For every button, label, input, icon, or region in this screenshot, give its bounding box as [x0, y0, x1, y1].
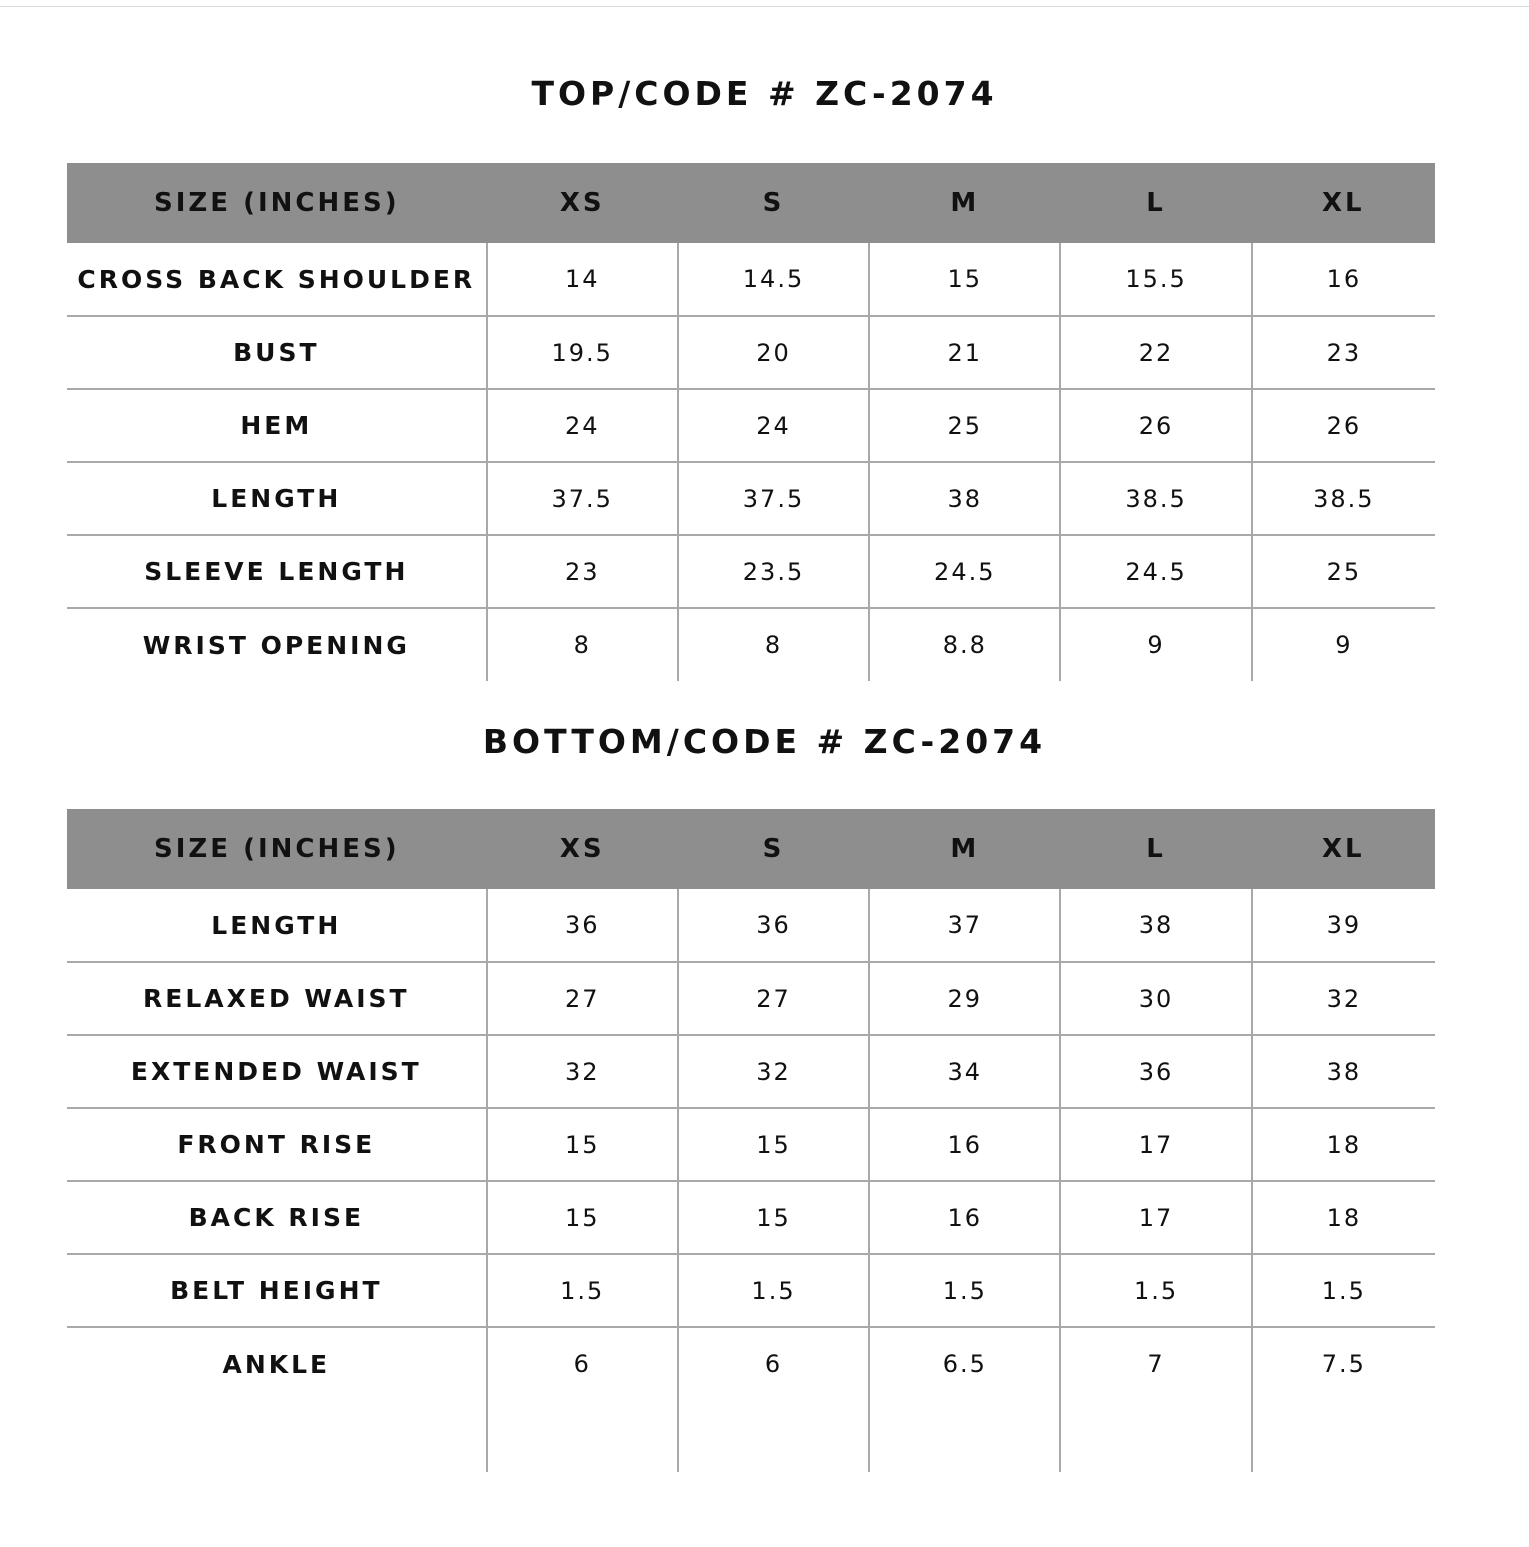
row-label: LENGTH: [211, 910, 342, 940]
cell-value: 26: [1252, 389, 1435, 462]
table-row: [67, 243, 1435, 316]
cell-value: 32: [487, 1035, 678, 1108]
cell-value: 15.5: [1060, 243, 1251, 316]
table-row: [67, 1327, 1435, 1400]
cell-value: 15: [487, 1181, 678, 1254]
cell-value: 23: [487, 535, 678, 608]
table-row: [67, 535, 1435, 608]
cell-value: 29: [869, 962, 1060, 1035]
header-s: S: [762, 188, 785, 218]
cell-value: 16: [1252, 243, 1435, 316]
header-xl: XL: [1322, 188, 1365, 218]
header-xl: XL: [1322, 834, 1365, 864]
row-label: HEM: [67, 389, 487, 462]
header-l: L: [1146, 188, 1166, 218]
table-row: [67, 389, 1435, 462]
cell-value: 19.5: [487, 316, 678, 389]
header-xs: XS: [559, 834, 605, 864]
cell-value: 9: [1060, 608, 1251, 681]
cell-value: 7: [1060, 1327, 1251, 1400]
top-section-title: TOP/CODE # ZC-2074: [531, 74, 998, 113]
cell-value: 24: [487, 389, 678, 462]
cell-value: 8.8: [869, 608, 1060, 681]
row-label: WRIST OPENING: [67, 608, 487, 681]
table-row: [67, 1108, 1435, 1181]
empty-cell: [487, 1400, 678, 1472]
cell-value: 32: [678, 1035, 869, 1108]
cell-value: 16: [869, 1108, 1060, 1181]
cell-value: 27: [678, 962, 869, 1035]
row-label: LENGTH: [67, 462, 487, 535]
cell-value: 8: [678, 608, 869, 681]
header-s: S: [762, 834, 785, 864]
cell-value: 15: [678, 1108, 869, 1181]
cell-value: 18: [1252, 1181, 1435, 1254]
row-label: ANKLE: [67, 1327, 487, 1400]
table-row: [67, 889, 1435, 962]
cell-value: 8: [487, 608, 678, 681]
cell-value: 6.5: [869, 1327, 1060, 1400]
row-label: EXTENDED WAIST: [67, 1035, 487, 1108]
empty-cell: [1060, 1400, 1251, 1472]
cell-value: 6: [678, 1327, 869, 1400]
cell-value: 14: [487, 243, 678, 316]
header-xs: XS: [559, 188, 605, 218]
row-label: SLEEVE LENGTH: [67, 535, 487, 608]
table-header-row: [67, 163, 1435, 243]
bottom-section-title: BOTTOM/CODE # ZC-2074: [482, 722, 1047, 761]
row-label: BACK RISE: [67, 1181, 487, 1254]
cell-value: 37.5: [678, 462, 869, 535]
cell-value: 23.5: [678, 535, 869, 608]
empty-cell: [67, 1400, 487, 1472]
top-size-table: [67, 163, 1435, 681]
cell-value: 1.5: [487, 1254, 678, 1327]
cell-value: 6: [487, 1327, 678, 1400]
header-m: M: [950, 834, 980, 864]
table-header-row: [67, 809, 1435, 889]
cell-value: 1.5: [869, 1254, 1060, 1327]
cell-value: 17: [1060, 1181, 1251, 1254]
cell-value: 1.5: [1252, 1254, 1435, 1327]
cell-value: 15: [487, 1108, 678, 1181]
cell-value: 24.5: [869, 535, 1060, 608]
cell-value: 17: [1060, 1108, 1251, 1181]
empty-cell: [678, 1400, 869, 1472]
table-row: [67, 1181, 1435, 1254]
cell-value: 38.5: [1060, 462, 1251, 535]
cell-value: 21: [869, 316, 1060, 389]
cell-value: 15: [678, 1181, 869, 1254]
cell-value: 38: [1060, 889, 1251, 962]
cell-value: 38: [1252, 1035, 1435, 1108]
row-label: BELT HEIGHT: [67, 1254, 487, 1327]
row-label: BUST: [67, 316, 487, 389]
cell-value: 26: [1060, 389, 1251, 462]
header-m: M: [950, 188, 980, 218]
row-label: FRONT RISE: [67, 1108, 487, 1181]
cell-value: 22: [1060, 316, 1251, 389]
header-size-inches: SIZE (INCHES): [154, 834, 400, 864]
cell-value: 34: [869, 1035, 1060, 1108]
cell-value: 18: [1252, 1108, 1435, 1181]
cell-value: 37: [869, 889, 1060, 962]
table-row: [67, 462, 1435, 535]
cell-value: 7.5: [1252, 1327, 1435, 1400]
cell-value: 9: [1252, 608, 1435, 681]
cell-value: 27: [487, 962, 678, 1035]
table-row: [67, 1035, 1435, 1108]
top-divider: [0, 6, 1529, 7]
row-label: RELAXED WAIST: [67, 962, 487, 1035]
cell-value: 15: [869, 243, 1060, 316]
cell-value: 25: [869, 389, 1060, 462]
cell-value: 24.5: [1060, 535, 1251, 608]
empty-cell: [869, 1400, 1060, 1472]
table-row: [67, 608, 1435, 681]
cell-value: 25: [1252, 535, 1435, 608]
cell-value: 38: [869, 462, 1060, 535]
table-row: [67, 962, 1435, 1035]
header-size-inches: SIZE (INCHES): [154, 188, 400, 218]
row-label: CROSS BACK SHOULDER: [77, 264, 476, 294]
cell-value: 14.5: [678, 243, 869, 316]
cell-value: 32: [1252, 962, 1435, 1035]
header-l: L: [1146, 834, 1166, 864]
cell-value: 36: [678, 889, 869, 962]
table-row: [67, 316, 1435, 389]
cell-value: 20: [678, 316, 869, 389]
cell-value: 24: [678, 389, 869, 462]
table-row: [67, 1254, 1435, 1327]
cell-value: 23: [1252, 316, 1435, 389]
bottom-size-table: [67, 809, 1435, 1472]
cell-value: 37.5: [487, 462, 678, 535]
cell-value: 1.5: [678, 1254, 869, 1327]
cell-value: 36: [1060, 1035, 1251, 1108]
cell-value: 38.5: [1252, 462, 1435, 535]
table-spacer-row: [67, 1400, 1435, 1472]
cell-value: 16: [869, 1181, 1060, 1254]
cell-value: 1.5: [1060, 1254, 1251, 1327]
cell-value: 39: [1252, 889, 1435, 962]
empty-cell: [1252, 1400, 1435, 1472]
cell-value: 36: [487, 889, 678, 962]
cell-value: 30: [1060, 962, 1251, 1035]
